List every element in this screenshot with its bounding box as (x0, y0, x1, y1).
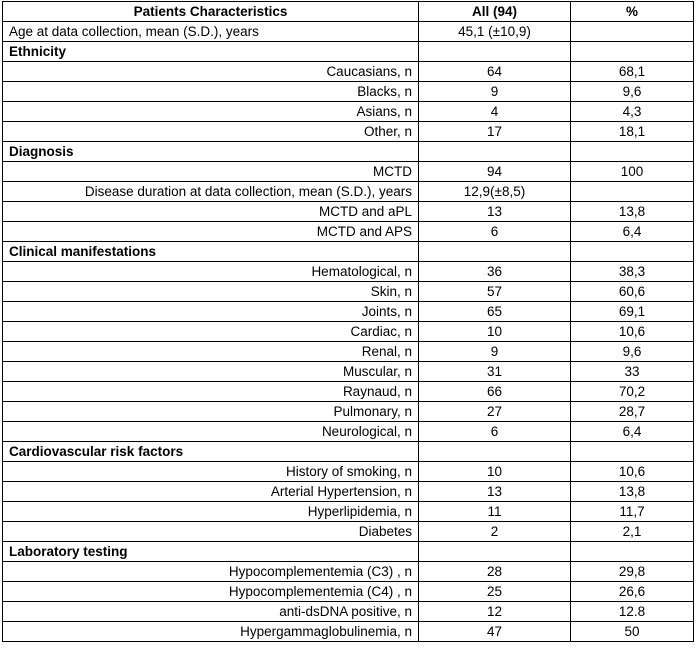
row-percent-value: 2,1 (571, 522, 694, 542)
row-percent-value: 9,6 (571, 82, 694, 102)
row-label: Hypocomplementemia (C4) , n (3, 582, 419, 602)
table-row (3, 402, 694, 422)
row-all-value: 10 (419, 462, 571, 482)
row-percent-value: 9,6 (571, 342, 694, 362)
row-label: anti-dsDNA positive, n (3, 602, 419, 622)
row-all-value: 6 (419, 422, 571, 442)
row-percent-value: 60,6 (571, 282, 694, 302)
row-label: MCTD and APS (3, 222, 419, 242)
table-row (3, 322, 694, 342)
table-row (3, 262, 694, 282)
row-all-value: 6 (419, 222, 571, 242)
row-label: Raynaud, n (3, 382, 419, 402)
row-label: MCTD and aPL (3, 202, 419, 222)
row-all-value: 17 (419, 122, 571, 142)
row-percent-value: 29,8 (571, 562, 694, 582)
section-title: Cardiovascular risk factors (3, 442, 419, 462)
row-all-value: 11 (419, 502, 571, 522)
table-row (3, 122, 694, 142)
section-empty-all (419, 242, 571, 262)
table-row (3, 202, 694, 222)
table-row (3, 102, 694, 122)
row-label: Diabetes (3, 522, 419, 542)
header-percent: % (571, 2, 694, 22)
row-all-value: 28 (419, 562, 571, 582)
row-percent-value: 10,6 (571, 322, 694, 342)
row-all-value: 25 (419, 582, 571, 602)
row-label: MCTD (3, 162, 419, 182)
row-all-value: 36 (419, 262, 571, 282)
row-label: History of smoking, n (3, 462, 419, 482)
row-all-value: 31 (419, 362, 571, 382)
table-row (3, 422, 694, 442)
row-label: Skin, n (3, 282, 419, 302)
row-percent-value: 10,6 (571, 462, 694, 482)
row-label: Hematological, n (3, 262, 419, 282)
row-percent-value: 28,7 (571, 402, 694, 422)
row-all-value: 66 (419, 382, 571, 402)
row-percent-value: 18,1 (571, 122, 694, 142)
section-empty-all (419, 142, 571, 162)
row-label: Cardiac, n (3, 322, 419, 342)
age-row (3, 22, 694, 42)
row-percent-value (571, 182, 694, 202)
table-row (3, 182, 694, 202)
row-percent-value: 68,1 (571, 62, 694, 82)
row-all-value: 2 (419, 522, 571, 542)
section-header-row (3, 442, 694, 462)
row-all-value: 64 (419, 62, 571, 82)
row-percent-value: 13,8 (571, 482, 694, 502)
age-percent (571, 22, 694, 42)
row-label: Caucasians, n (3, 62, 419, 82)
row-all-value: 12,9(±8,5) (419, 182, 571, 202)
row-all-value: 13 (419, 202, 571, 222)
row-label: Disease duration at data collection, mean (S.D.), years (3, 182, 419, 202)
row-label: Renal, n (3, 342, 419, 362)
row-percent-value: 4,3 (571, 102, 694, 122)
row-label: Hypocomplementemia (C3) , n (3, 562, 419, 582)
table-row (3, 162, 694, 182)
table-row (3, 522, 694, 542)
table-row (3, 362, 694, 382)
section-empty-percent (571, 542, 694, 562)
section-empty-percent (571, 442, 694, 462)
section-title: Ethnicity (3, 42, 419, 62)
row-percent-value: 100 (571, 162, 694, 182)
header-all: All (94) (419, 2, 571, 22)
table-row (3, 62, 694, 82)
row-all-value: 10 (419, 322, 571, 342)
section-empty-percent (571, 242, 694, 262)
patients-characteristics-table (2, 1, 694, 642)
row-percent-value: 33 (571, 362, 694, 382)
header-row (3, 2, 694, 22)
row-label: Hypergammaglobulinemia, n (3, 622, 419, 642)
row-percent-value: 6,4 (571, 222, 694, 242)
table-row (3, 502, 694, 522)
table-row (3, 222, 694, 242)
section-header-row (3, 42, 694, 62)
row-all-value: 57 (419, 282, 571, 302)
table-row (3, 602, 694, 622)
section-title: Diagnosis (3, 142, 419, 162)
row-label: Joints, n (3, 302, 419, 322)
section-empty-percent (571, 142, 694, 162)
table-row (3, 302, 694, 322)
row-percent-value: 6,4 (571, 422, 694, 442)
row-percent-value: 11,7 (571, 502, 694, 522)
row-label: Hyperlipidemia, n (3, 502, 419, 522)
row-all-value: 65 (419, 302, 571, 322)
row-all-value: 27 (419, 402, 571, 422)
row-label: Neurological, n (3, 422, 419, 442)
age-label: Age at data collection, mean (S.D.), years (3, 22, 419, 42)
section-header-row (3, 542, 694, 562)
section-title: Clinical manifestations (3, 242, 419, 262)
table-row (3, 82, 694, 102)
row-label: Muscular, n (3, 362, 419, 382)
row-percent-value: 50 (571, 622, 694, 642)
table-row (3, 282, 694, 302)
table-row (3, 342, 694, 362)
row-all-value: 9 (419, 82, 571, 102)
age-all: 45,1 (±10,9) (419, 22, 571, 42)
section-empty-all (419, 442, 571, 462)
table-row (3, 382, 694, 402)
row-all-value: 4 (419, 102, 571, 122)
section-header-row (3, 242, 694, 262)
row-percent-value: 13,8 (571, 202, 694, 222)
row-percent-value: 12.8 (571, 602, 694, 622)
section-empty-all (419, 42, 571, 62)
row-label: Other, n (3, 122, 419, 142)
section-title: Laboratory testing (3, 542, 419, 562)
section-header-row (3, 142, 694, 162)
table-row (3, 582, 694, 602)
row-all-value: 13 (419, 482, 571, 502)
row-all-value: 47 (419, 622, 571, 642)
row-label: Arterial Hypertension, n (3, 482, 419, 502)
section-empty-percent (571, 42, 694, 62)
row-all-value: 12 (419, 602, 571, 622)
row-all-value: 94 (419, 162, 571, 182)
row-percent-value: 69,1 (571, 302, 694, 322)
table-row (3, 562, 694, 582)
section-empty-all (419, 542, 571, 562)
row-label: Asians, n (3, 102, 419, 122)
table-row (3, 622, 694, 642)
row-label: Pulmonary, n (3, 402, 419, 422)
row-all-value: 9 (419, 342, 571, 362)
row-label: Blacks, n (3, 82, 419, 102)
table-row (3, 462, 694, 482)
table-row (3, 482, 694, 502)
row-percent-value: 26,6 (571, 582, 694, 602)
header-characteristics: Patients Characteristics (3, 2, 419, 22)
row-percent-value: 70,2 (571, 382, 694, 402)
row-percent-value: 38,3 (571, 262, 694, 282)
